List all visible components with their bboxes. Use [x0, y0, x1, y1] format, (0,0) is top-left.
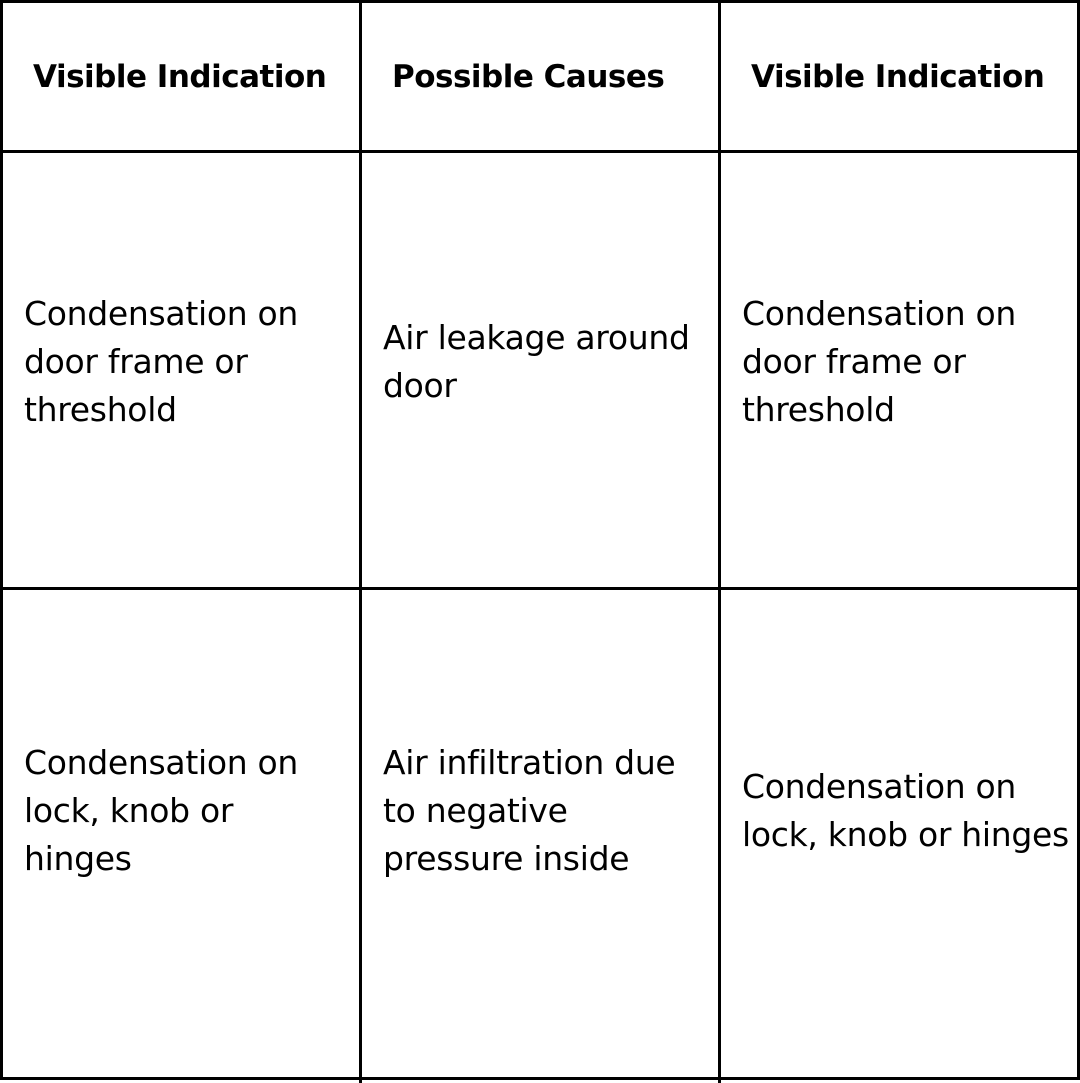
header-label: Visible Indication	[33, 58, 327, 95]
table-cell	[362, 153, 721, 590]
cell-text: Condensation on lock, knob or hinges	[742, 766, 1069, 854]
cell-text: Condensation on lock, knob or hinges	[24, 742, 299, 878]
cell-text: Condensation on door frame or threshold	[24, 294, 299, 429]
table-cell	[721, 590, 1080, 1083]
cell-text: Air leakage around door	[383, 318, 690, 405]
table-cell	[721, 153, 1080, 590]
header-cell-possible-causes	[362, 3, 721, 153]
table-cell	[362, 590, 721, 1083]
table-cell	[3, 153, 362, 590]
header-label: Visible Indication	[751, 58, 1045, 95]
header-cell-visible-indication	[3, 3, 362, 153]
cell-text: Air infiltration due to negative pressure inside	[383, 742, 676, 878]
header-cell-visible-indication-2	[721, 3, 1080, 153]
header-label: Possible Causes	[392, 58, 665, 95]
table-cell	[3, 590, 362, 1083]
cell-text: Condensation on door frame or threshold	[742, 294, 1017, 429]
